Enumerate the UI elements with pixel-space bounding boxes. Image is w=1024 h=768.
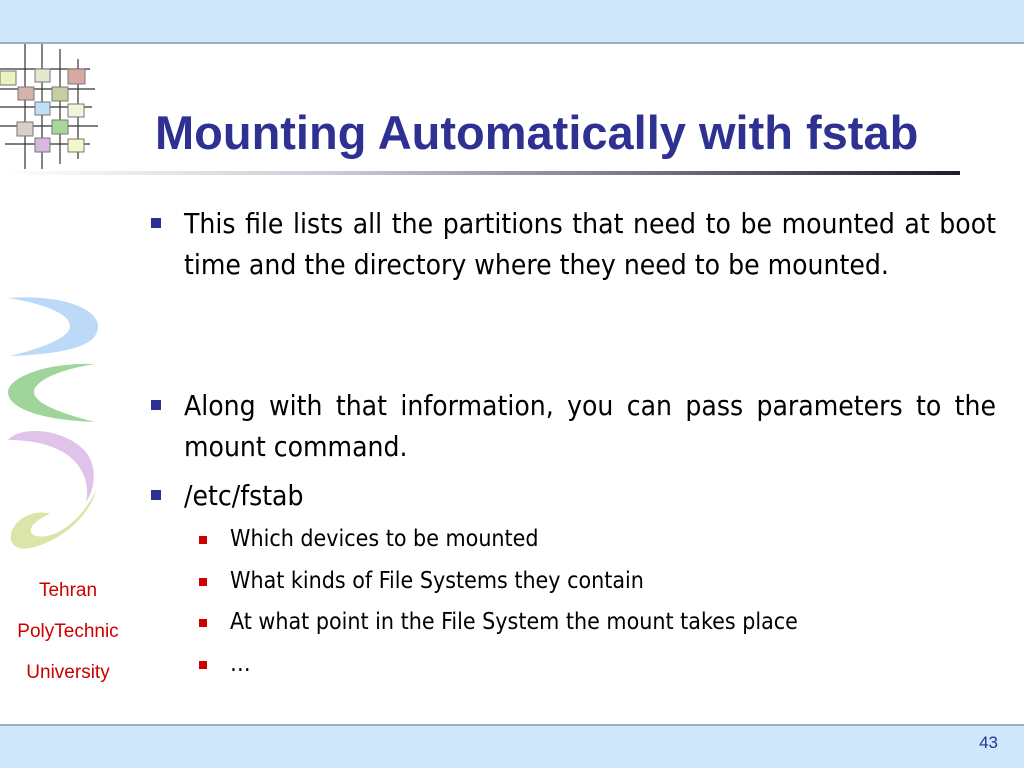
- university-line-1: Tehran: [38, 580, 98, 601]
- sub-bullet-item: [230, 566, 990, 596]
- university-line-2: PolyTechnic: [17, 621, 119, 642]
- sub-bullet-text: What kinds of File Systems they contain: [230, 568, 644, 594]
- bullet-square-icon: [151, 490, 161, 500]
- bullet-text: This file lists all the partitions that need to be mounted at boot time and the directory where they need to be mounted.: [184, 207, 996, 281]
- bottom-band: [0, 724, 1024, 768]
- bullet-item: [184, 203, 996, 285]
- bullet-text: /etc/fstab: [184, 479, 304, 512]
- sub-bullet-square-icon: [199, 578, 207, 586]
- bullet-item: [184, 475, 996, 516]
- sub-bullet-text: At what point in the File System the mount takes place: [230, 609, 798, 635]
- bullet-square-icon: [151, 400, 161, 410]
- sub-bullet-square-icon: [199, 536, 207, 544]
- sub-bullet-item: [230, 607, 990, 637]
- sub-bullet-square-icon: [199, 619, 207, 627]
- bullet-text: Along with that information, you can pass parameters to the mount command.: [184, 389, 996, 463]
- slide-title: Mounting Automatically with fstab: [155, 106, 919, 159]
- sub-bullet-square-icon: [199, 661, 207, 669]
- sub-bullet-text: …: [230, 651, 251, 677]
- page-number: 43: [979, 733, 998, 752]
- bullet-square-icon: [151, 218, 161, 228]
- university-line-3: University: [26, 662, 110, 683]
- sub-bullet-item: [230, 649, 990, 679]
- sub-bullet-text: Which devices to be mounted: [230, 526, 539, 552]
- sub-bullet-item: [230, 524, 990, 554]
- bullet-item: [184, 385, 996, 467]
